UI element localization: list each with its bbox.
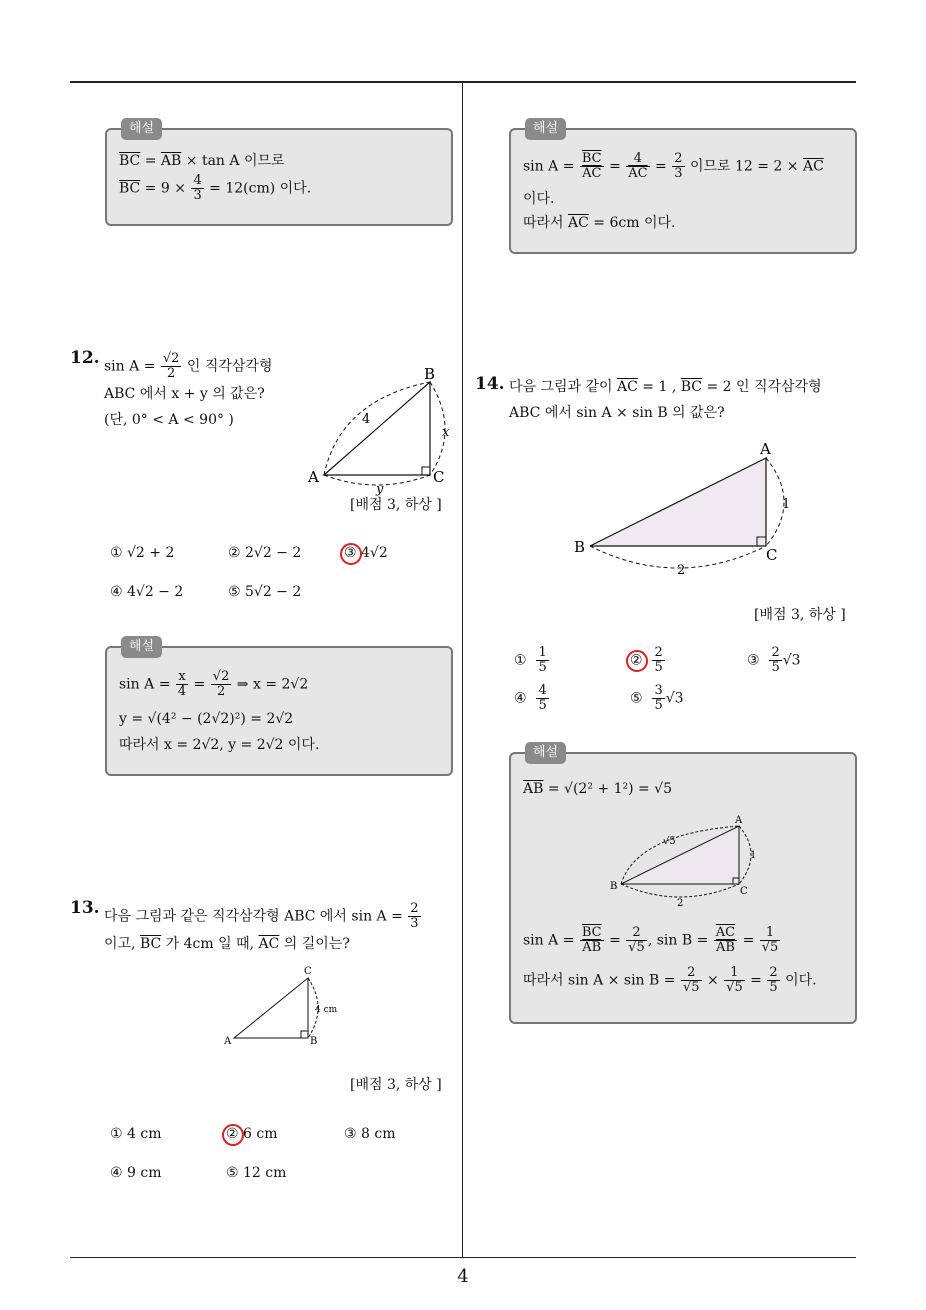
question-14-text: 다음 그림과 같이 $\overline{AC} = 1$ , $\overline{BC} = 2$ 인 직각삼각형 ABC 에서 sin A × sin B 의 값은?: [509, 379, 822, 421]
choice-14-3[interactable]: ③ $\frac{2}{5}$ √3: [747, 645, 801, 675]
sol12-line-2: y = √(4² − (2√2)²) = 2√2: [119, 711, 294, 727]
label-B: B: [424, 365, 436, 383]
solution-label: 해설: [525, 118, 566, 140]
sol11-line-2: $\overline{BC} = 9$ × $\frac{4}{3}$ = 12(cm) 이다.: [119, 173, 312, 203]
choice-14-1[interactable]: ① $\frac{1}{5}$: [514, 645, 547, 675]
label-A: A: [735, 815, 743, 826]
score-13: [배점 3, 하상 ]: [350, 1077, 442, 1093]
triangle-abc: [621, 826, 739, 884]
sol11-line-1: $\overline{BC} = \overline{AB} \times \tan A$ 이므로: [119, 153, 285, 169]
question-14-figure: [570, 440, 810, 580]
question-13-text: 다음 그림과 같은 직각삼각형 ABC 에서 sin A = $\frac{2}{3}$ 이고, $\overline{BC}$ 가 4cm 일 때, $\overline{AC}$ 의 길이는?: [104, 901, 419, 952]
score-12: [배점 3, 하상 ]: [350, 497, 442, 513]
label-1: 1: [750, 850, 757, 861]
page-number: 4: [457, 1266, 469, 1287]
right-angle-marker: [301, 1031, 308, 1038]
label-2: 2: [677, 898, 684, 909]
sol12-line-3: 따라서 x = 2√2, y = 2√2 이다.: [119, 737, 320, 753]
triangle-abc: [324, 382, 430, 475]
choice-12-3[interactable]: ③ 4√2: [344, 545, 388, 561]
answer-mark-12: [340, 543, 362, 565]
choice-12-5[interactable]: ⑤ 5√2 − 2: [228, 584, 302, 600]
sol13-line-1: sin A = $\frac{\overline{BC}}{AC}$ = $\frac{4}{AC}$ = $\frac{2}{3}$ 이므로 $12 = 2 \times \overline{AC}$: [523, 151, 824, 181]
score-14: [배점 3, 하상 ]: [754, 607, 846, 623]
label-C: C: [304, 966, 312, 977]
label-B: B: [610, 881, 618, 892]
question-number-12: 12.: [70, 348, 100, 368]
choice-13-2[interactable]: ② 6 cm: [226, 1126, 278, 1142]
base-brace: [621, 884, 739, 897]
choice-13-3[interactable]: ③ 8 cm: [344, 1126, 396, 1142]
solution-label: 해설: [121, 118, 162, 140]
sol14-line-3: 따라서 sin A × sin B = $\frac{2}{√5}$ × $\frac{1}{√5}$ = $\frac{2}{5}$ 이다.: [523, 965, 817, 995]
question-12-text: sin A = $\frac{√2}{2}$ 인 직각삼각형 ABC 에서 x + y 의 값은? (단, 0° < A < 90° ): [104, 351, 273, 428]
label-C: C: [433, 468, 445, 486]
label-y: y: [376, 482, 384, 497]
label-1: 1: [782, 497, 791, 512]
choice-13-1[interactable]: ① 4 cm: [110, 1126, 162, 1142]
label-2: 2: [677, 563, 686, 578]
answer-mark-14: [626, 650, 648, 672]
label-A: A: [224, 1036, 232, 1047]
choice-14-4[interactable]: ④ $\frac{4}{5}$: [514, 683, 547, 713]
solution-label: 해설: [121, 636, 162, 658]
right-angle-marker: [422, 467, 430, 475]
label-C: C: [740, 886, 748, 897]
column-divider: [462, 82, 463, 1258]
triangle-abc: [590, 458, 766, 546]
label-A: A: [308, 468, 319, 486]
solution-box-14: [509, 745, 857, 1024]
choice-13-4[interactable]: ④ 9 cm: [110, 1165, 162, 1181]
sol13-line-3: 따라서 $\overline{AC} = 6cm$ 이다.: [523, 215, 676, 231]
label-A: A: [760, 440, 771, 458]
choice-14-5[interactable]: ⑤ $\frac{3}{5}$ √3: [630, 683, 684, 713]
label-x: x: [442, 425, 450, 440]
label-C: C: [766, 546, 778, 564]
sol14-line-1: $\overline{AB} = √(2^2 + 1^2) = √5$: [523, 781, 673, 797]
choice-14-2[interactable]: ② $\frac{2}{5}$: [630, 645, 663, 675]
solution-14-figure: [607, 814, 767, 914]
label-4: 4: [362, 412, 371, 427]
top-rule: [70, 81, 856, 83]
solution-label: 해설: [525, 742, 566, 764]
question-number-13: 13.: [70, 898, 100, 918]
question-12-figure: [300, 360, 460, 500]
bottom-rule: [70, 1257, 856, 1258]
question-number-14: 14.: [475, 374, 505, 394]
choice-12-1[interactable]: ① √2 + 2: [110, 545, 175, 561]
label-4cm: 4 cm: [315, 1005, 338, 1015]
answer-mark-13: [222, 1124, 244, 1146]
sol13-line-2: 이다.: [523, 191, 555, 207]
sol14-line-2: sin A = $\frac{\overline{BC}}{AB}$ = $\frac{2}{√5}$ , sin B = $\frac{\overline{AC}}{AB}$ = $\frac{1}{√5}$: [523, 925, 779, 955]
choice-12-2[interactable]: ② 2√2 − 2: [228, 545, 302, 561]
solution-box-13: [509, 121, 857, 254]
question-13-figure: [220, 962, 350, 1052]
label-sqrt5: √5: [663, 836, 676, 847]
label-B: B: [310, 1036, 318, 1047]
choice-12-4[interactable]: ④ 4√2 − 2: [110, 584, 184, 600]
triangle-abc: [234, 978, 308, 1038]
label-B: B: [574, 538, 586, 556]
choice-13-5[interactable]: ⑤ 12 cm: [226, 1165, 287, 1181]
sol12-line-1: sin A = $\frac{x}{4}$ = $\frac{√2}{2}$ ⇒ x = 2√2: [119, 669, 309, 699]
solution-box-12: [105, 639, 453, 776]
solution-box-11: [105, 121, 453, 226]
